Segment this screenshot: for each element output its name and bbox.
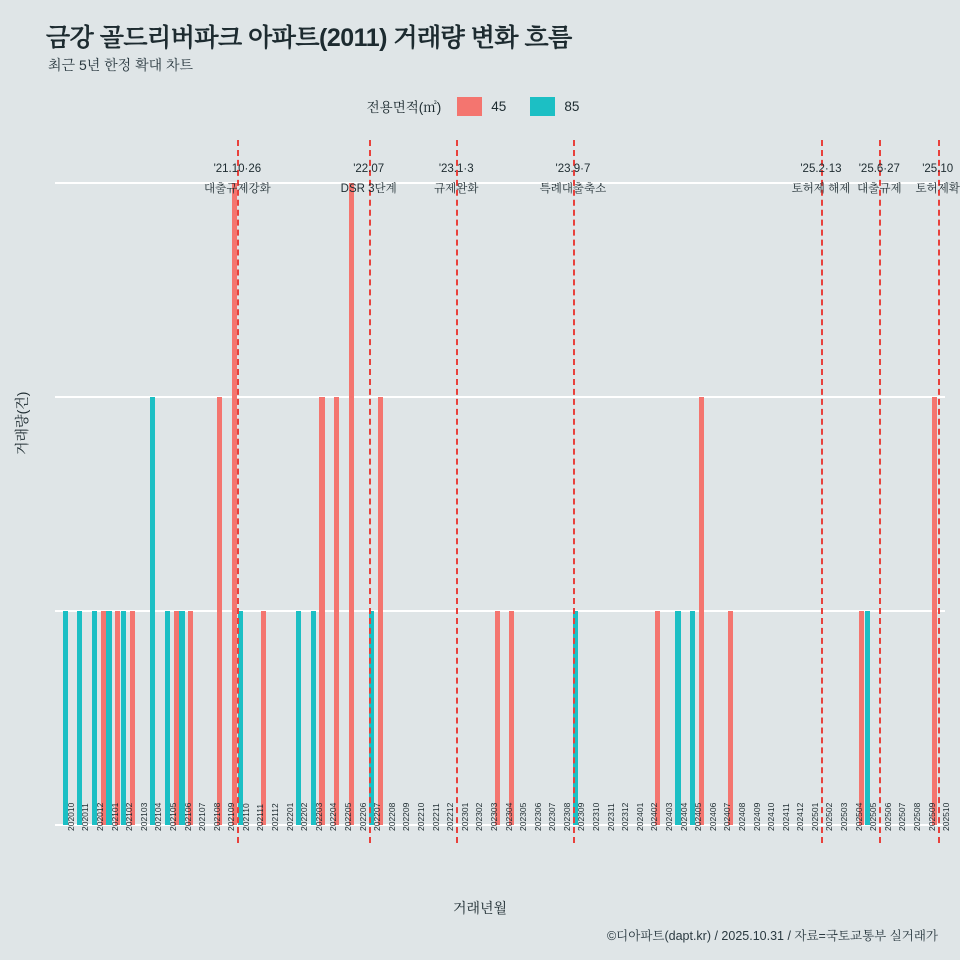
bar[interactable] [115, 611, 120, 825]
bar[interactable] [311, 611, 316, 825]
event-date: '23.9·7 [555, 163, 591, 175]
x-tick-label: 202505 [868, 802, 879, 831]
x-tick-label: 202201 [284, 802, 295, 831]
x-tick-label: 202204 [328, 802, 339, 831]
bar[interactable] [63, 611, 68, 825]
event-line [237, 140, 239, 843]
event-line [938, 140, 940, 843]
bar[interactable] [121, 611, 126, 825]
x-tick-label: 202209 [401, 802, 412, 831]
x-tick-label: 202101 [109, 802, 120, 831]
bar[interactable] [92, 611, 97, 825]
bar[interactable] [334, 397, 339, 825]
x-tick-label: 202106 [182, 802, 193, 831]
event-line [456, 140, 458, 843]
bar[interactable] [932, 397, 937, 825]
event-label [857, 163, 901, 196]
x-tick-label: 202405 [693, 802, 704, 831]
x-tick-label: 202312 [620, 802, 631, 831]
page-title: 금강 골드리버파크 아파트(2011) 거래량 변화 흐름 [46, 24, 572, 52]
x-tick-label: 202207 [372, 802, 383, 831]
bar[interactable] [77, 611, 82, 825]
x-tick-label: 202508 [912, 802, 923, 831]
x-tick-label: 202402 [649, 802, 660, 831]
bar[interactable] [859, 611, 864, 825]
event-label [540, 163, 607, 196]
bar[interactable] [174, 611, 179, 825]
bar[interactable] [232, 183, 237, 825]
legend-label-85: 85 [564, 98, 580, 114]
x-tick-label: 202102 [124, 802, 135, 831]
x-tick-label: 202305 [518, 802, 529, 831]
event-line [821, 140, 823, 843]
bar[interactable] [319, 397, 324, 825]
x-tick-label: 202212 [445, 802, 456, 831]
bar[interactable] [165, 611, 170, 825]
x-tick-label: 202404 [678, 802, 689, 831]
x-tick-label: 202110 [240, 803, 251, 831]
event-text: 특례대출축소 [539, 183, 607, 195]
legend-label-45: 45 [491, 98, 507, 114]
bar[interactable] [509, 611, 514, 825]
x-tick-label: 202203 [313, 802, 324, 831]
bar[interactable] [188, 611, 193, 825]
legend-swatch-85 [530, 97, 555, 116]
x-tick-label: 202406 [707, 802, 718, 831]
x-tick-label: 202103 [138, 802, 149, 831]
bar[interactable] [675, 611, 680, 825]
event-label [341, 163, 397, 196]
x-tick-label: 202107 [197, 802, 208, 831]
event-text: DSR 3단계 [340, 183, 397, 195]
x-tick-label: 202302 [474, 802, 485, 831]
bar[interactable] [378, 397, 383, 825]
page-subtitle: 최근 5년 한정 확대 차트 [48, 57, 194, 73]
x-tick-label: 202411 [780, 803, 791, 831]
event-date: '23.1·3 [438, 163, 474, 175]
bar[interactable] [130, 611, 135, 825]
bar[interactable] [655, 611, 660, 825]
x-tick-label: 202409 [751, 802, 762, 831]
x-tick-label: 202304 [503, 802, 514, 831]
chart-credit: ©디아파트(dapt.kr) / 2025.10.31 / 자료=국토교통부 실거래가 [606, 929, 938, 943]
x-tick-label: 202210 [415, 802, 426, 831]
event-label [915, 163, 959, 196]
bar[interactable] [296, 611, 301, 825]
x-tick-label: 202211 [430, 803, 441, 831]
x-tick-label: 202401 [634, 802, 645, 831]
bar[interactable] [106, 611, 111, 825]
x-tick-label: 202408 [736, 802, 747, 831]
x-tick-label: 202206 [357, 802, 368, 831]
event-line [573, 140, 575, 843]
x-tick-label: 202303 [488, 802, 499, 831]
x-tick-label: 202403 [663, 802, 674, 831]
x-tick-label: 202502 [824, 802, 835, 831]
x-tick-label: 202306 [532, 802, 543, 831]
x-tick-label: 202105 [167, 802, 178, 831]
chart-legend [0, 96, 960, 116]
bar[interactable] [495, 611, 500, 825]
event-label [434, 163, 478, 196]
x-tick-label: 202501 [809, 802, 820, 831]
bar[interactable] [150, 397, 155, 825]
legend-swatch-45 [457, 97, 482, 116]
x-tick-label: 202208 [386, 802, 397, 831]
x-tick-label: 202012 [94, 802, 105, 831]
x-tick-label: 202205 [343, 802, 353, 831]
bar[interactable] [261, 611, 266, 825]
event-text: 토허제 해제 [791, 183, 851, 195]
legend-item-85[interactable] [530, 97, 593, 116]
x-tick-label: 202509 [926, 802, 937, 831]
bar[interactable] [690, 611, 695, 825]
plot-area [55, 140, 945, 825]
x-tick-label: 202307 [547, 802, 558, 831]
x-axis-label: 거래년월 [452, 900, 508, 916]
legend-item-45[interactable] [457, 97, 520, 116]
x-tick-label: 202111 [255, 803, 266, 831]
bar[interactable] [179, 611, 184, 825]
x-tick-label: 202311 [605, 803, 616, 831]
event-line [369, 140, 371, 843]
bar[interactable] [865, 611, 870, 825]
event-label [792, 163, 851, 196]
bar[interactable] [699, 397, 704, 825]
x-tick-label: 202407 [722, 802, 733, 831]
legend-title: 전용면적(㎡) [366, 100, 442, 115]
x-tick-label: 202504 [853, 802, 864, 831]
event-date: '25.2·13 [800, 163, 842, 175]
x-tick-label: 202108 [211, 802, 222, 831]
event-label [204, 163, 271, 196]
x-tick-label: 202410 [766, 802, 777, 831]
event-date: '21.10·26 [213, 163, 262, 175]
x-tick-label: 202412 [795, 802, 806, 831]
bar[interactable] [101, 611, 106, 825]
event-text: 대출규제 [857, 183, 902, 195]
x-tick-label: 202104 [153, 802, 164, 831]
x-tick-label: 202308 [561, 802, 572, 831]
x-tick-label: 202310 [591, 802, 602, 831]
event-text: 토허제확 [915, 183, 960, 195]
x-tick-label: 202202 [299, 802, 310, 831]
x-tick-label: 202109 [226, 802, 237, 831]
x-tick-label: 202011 [80, 803, 91, 831]
event-date: '22.07 [353, 163, 385, 175]
event-text: 대출규제강화 [204, 183, 271, 195]
event-line [879, 140, 881, 843]
x-tick-label: 202010 [65, 802, 76, 831]
x-tick-label: 202503 [839, 802, 850, 831]
event-date: '25.10 [922, 163, 954, 175]
x-tick-label: 202510 [941, 802, 952, 831]
y-axis-label: 거래량(건) [14, 391, 30, 455]
x-tick-label: 202301 [459, 802, 470, 831]
event-date: '25.6·27 [858, 163, 900, 175]
event-text: 규제완화 [434, 183, 479, 195]
gridline [55, 396, 945, 398]
x-tick-label: 202507 [897, 802, 908, 831]
bar[interactable] [349, 183, 354, 825]
x-tick-label: 202506 [882, 802, 893, 831]
bar[interactable] [217, 397, 222, 825]
bar[interactable] [728, 611, 733, 825]
x-tick-label: 202112 [270, 803, 281, 831]
x-tick-label: 202309 [576, 802, 587, 831]
